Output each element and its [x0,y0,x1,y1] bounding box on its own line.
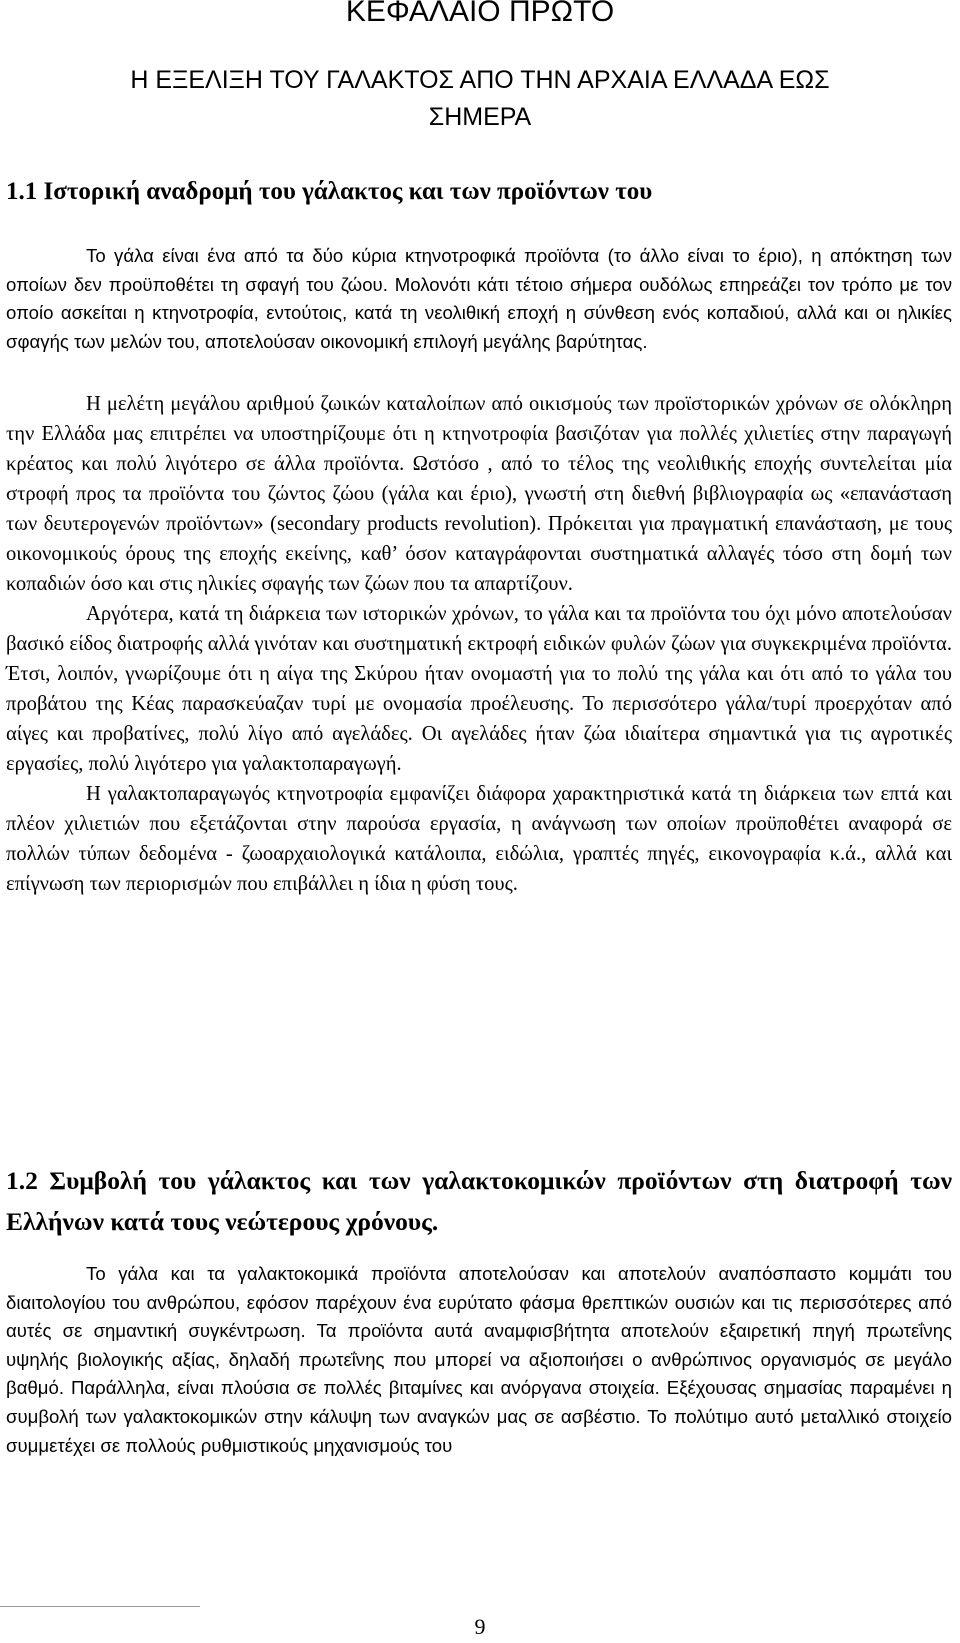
section-1-body [6,389,952,899]
paragraph-5-part-b: Τα προϊόντα αυτά αναμφισβήτητα αποτελούν εξαιρετική πηγή πρωτεΐνης υψηλής βιολογικής αξίας, δηλαδή πρωτεΐνης που μπορεί να αξιοποιήσει ο ανθρώπινος οργανισμός σε μεγάλο βαθμό. Παράλληλα, είναι πλούσια σε πολλές βιταμίνες και ανόργανα στοιχεία. Εξέχουσας σημασίας παραμένει η συμβολή των γαλακτοκομικών στην κάλυψη των αναγκών μας σε ασβέστιο. Το πολύτιμο αυτό μεταλλικό στοιχείο συμμετέχει σε πολλούς ρυθμιστικούς μηχανισμούς του [6,1320,953,1456]
chapter-title-line-1: Η ΕΞΕΛΙΞΗ ΤΟΥ ΓΑΛΑΚΤΟΣ ΑΠΟ ΤΗΝ ΑΡΧΑΙΑ ΕΛΛΑΔΑ ΕΩΣ [130,66,830,94]
section-2-body [6,1260,952,1460]
paragraph-intro: Το γάλα είναι ένα από τα δύο κύρια κτηνοτροφικά προϊόντα (το άλλο είναι το έριο), η απόκτηση των οποίων δεν προϋποθέτει τη σφαγή του ζώου. Μολονότι κάτι τέτοιο σήμερα ουδόλως επηρεάζει τον τρόπο με τον οποίο ασκείται η κτηνοτροφία, εντούτοις, κατά τη νεολιθική εποχή η σύνθεση ενός κοπαδιού, αλλά και οι ηλικίες σφαγής των μελών του, αποτελούσαν οικονομική επιλογή μεγάλης βαρύτητας. [6,245,952,352]
paragraph-3: Αργότερα, κατά τη διάρκεια των ιστορικών χρόνων, το γάλα και τα προϊόντα του όχι μόνο αποτελούσαν βασικό είδος διατροφής αλλά γινόταν και συστηματική εκτροφή ειδικών φυλών ζώων για συγκεκριμένα προϊόντα. Έτσι, λοιπόν, γνωρίζουμε ότι η αίγα της Σκύρου ήταν ονομαστή για το πολύ της γάλα και ότι από το γάλα του προβάτου της Κέας παρασκεύαζαν τυρί με ονομασία προέλευσης. Το περισσότερο γάλα/τυρί προερχόταν από αίγες και προβατίνες, πολύ λίγο από αγελάδες. Οι αγελάδες ήταν ζώα ιδιαίτερα σημαντικά για τις αγροτικές εργασίες, πολύ λιγότερο για γαλακτοπαραγωγή. [6,603,952,775]
chapter-label: ΚΕΦΑΛΑΙΟ ΠΡΩΤΟ [345,0,615,28]
chapter-title-line-2: ΣΗΜΕΡΑ [428,103,532,131]
footer-divider [0,1606,200,1607]
paragraph-5 [6,1260,952,1460]
paragraph-5-part-a: Το γάλα και τα γαλακτοκομικά προϊόντα αποτελούσαν και αποτελούν αναπόσπαστο κομμάτι του διαιτολογίου του ανθρώπου, εφόσον παρέχουν ένα ευρύτατο φάσμα θρεπτικών ουσιών και τις περισσότερες από αυτές σε σημαντική συγκέντρωση. [6,1263,952,1342]
chapter-title [0,62,960,136]
paragraph-4: Η γαλακτοπαραγωγός κτηνοτροφία εμφανίζει διάφορα χαρακτηριστικά κατά τη διάρκεια των επτά και πλέον χιλιετιών που εξετάζονται στην παρούσα εργασία, η ανάγνωση των οποίων προϋποθέτει αναφορά σε πολλών τύπων δεδομένα - ζωοαρχαιολογικά κατάλοιπα, ειδώλια, γραπτές πηγές, εικονογραφία κ.ά., αλλά και επίγνωση των περιορισμών που επιβάλλει η ίδια η φύση τους. [6,783,952,895]
paragraph-2 [6,389,952,599]
paragraph-2-part-b: Ωστόσο , από το τέλος της νεολιθικής εποχής συντελείται μία στροφή προς τα προϊόντα του ζώντος ζώου (γάλα και έριο), γνωστή στη διεθνή βιβλιογραφία ως «επανάσταση των δευτερογενών προϊόντων» (secondary products revolution). Πρόκειται για πραγματική επανάσταση, με τους οικονομικούς όρους της εποχής εκείνης, καθ’ όσον καταγράφονται συστηματικά αλλαγές τόσο στη δομή των κοπαδιών όσο και στις ηλικίες σφαγής των ζώων που τα απαρτίζουν. [6,453,952,595]
page-number: 9 [474,1614,486,1639]
paragraph-2-part-a: Η μελέτη μεγάλου αριθμού ζωικών καταλοίπων από οικισμούς των προϊστορικών χρόνων σε ολόκληρη την Ελλάδα μας επιτρέπει να υποστηρίζουμε ότι η κτηνοτροφία βασιζόταν για πολλές χιλιετίες στην παραγωγή κρέατος και πολύ λιγότερο σε άλλα προϊόντα. [6,393,952,475]
section-1-heading: 1.1 Ιστορική αναδρομή του γάλακτος και των προϊόντων του [6,178,653,205]
section-1-intro [6,242,952,356]
section-2-heading: 1.2 Συμβολή του γάλακτος και των γαλακτοκομικών προϊόντων στη διατροφή των Ελλήνων κατά τους νεώτερους χρόνους. [6,1166,952,1236]
